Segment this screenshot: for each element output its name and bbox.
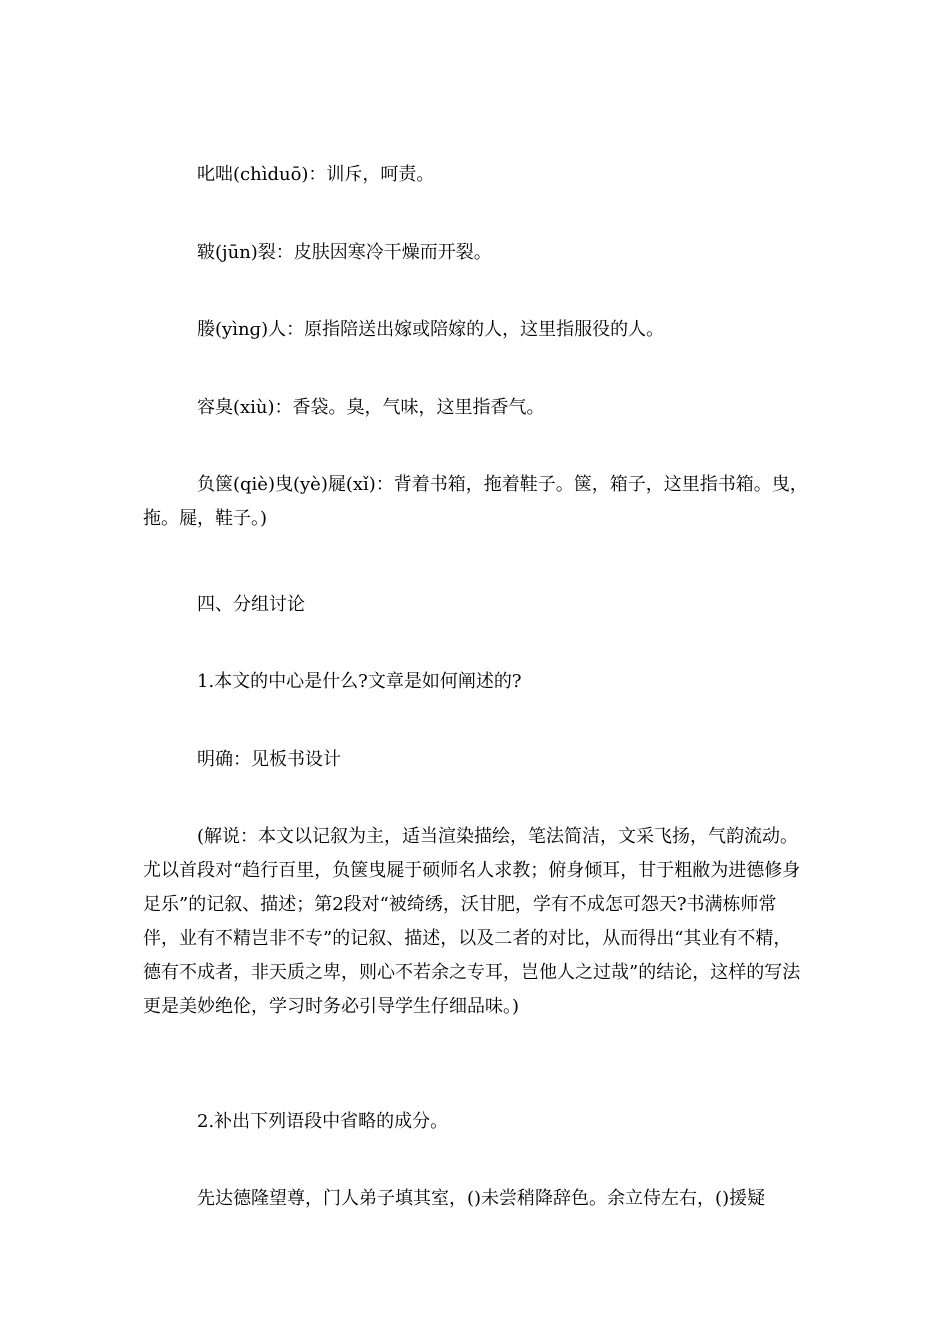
gloss-yingren: 媵(yìnɡ)人：原指陪送出嫁或陪嫁的人，这里指服役的人。 <box>197 319 665 340</box>
gloss-rongxiu: 容臭(xiù)：香袋。臭，气味，这里指香气。 <box>197 397 545 418</box>
answer-1: 明确：见板书设计 <box>197 749 341 770</box>
exercise-passage: 先达德隆望尊，门人弟子填其室，()未尝稍降辞色。余立侍左右，()援疑 <box>197 1188 766 1209</box>
question-1: 1.本文的中心是什么?文章是如何阐述的? <box>197 671 522 692</box>
question-2: 2.补出下列语段中省略的成分。 <box>197 1111 449 1132</box>
section-heading: 四、分组讨论 <box>197 594 305 615</box>
gloss-chiduo: 叱咄(chìduō)：训斥，呵责。 <box>197 164 435 185</box>
gloss-fuqieyexi: 负箧(qiè)曳(yè)屣(xǐ)：背着书箱，拖着鞋子。箧，箱子，这里指书箱。曳，拖。屣，鞋子。) <box>143 474 808 529</box>
explanation-paragraph: (解说：本文以记叙为主，适当渲染描绘，笔法简洁，文采飞扬，气韵流动。尤以首段对“趋行百里，负箧曳屣于硕师名人求教；俯身倾耳，甘于粗敝为进德修身足乐”的记叙、描述；第2段对“被绮绣，沃甘肥，学有不成怎可怨天?书满栋师常伴，业有不精岂非不专”的记叙、描述，以及二者的对比，从而得出“其业有不精，德有不成者，非天质之卑，则心不若余之专耳，岂他人之过哉”的结论，这样的写法更是美妙绝伦，学习时务必引导学生仔细品味。) <box>143 826 801 1017</box>
gloss-junlie: 皲(jūn)裂：皮肤因寒冷干燥而开裂。 <box>197 242 492 263</box>
